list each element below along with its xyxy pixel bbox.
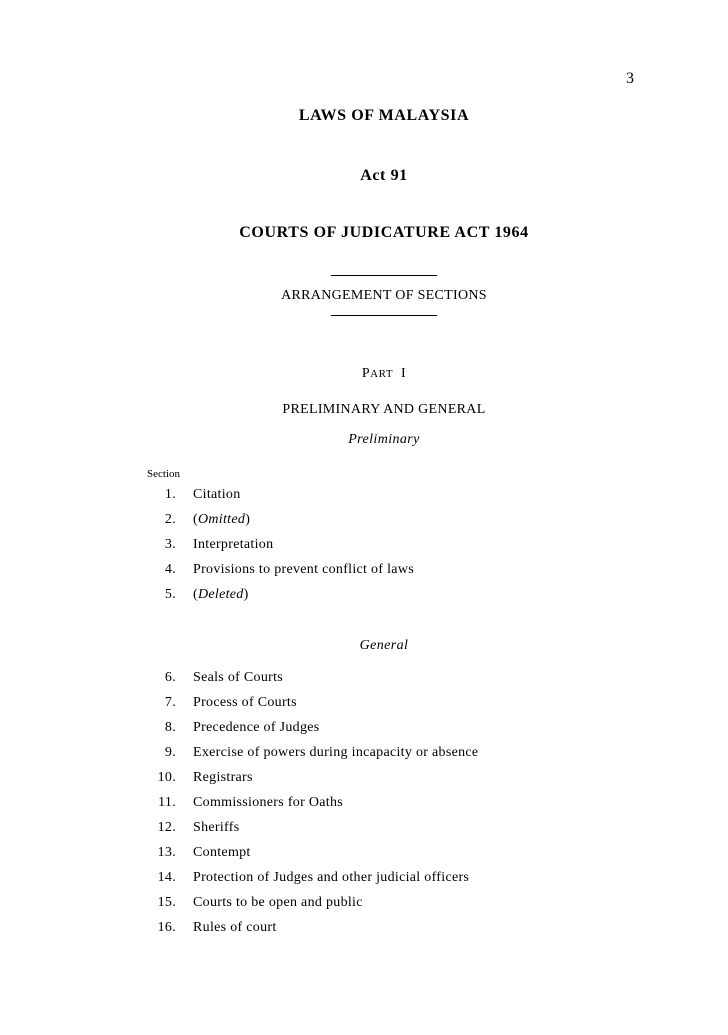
section-title: (Deleted) [193,587,249,602]
page-number: 3 [626,70,634,87]
section-number: 13. [157,845,176,860]
section-title: (Omitted) [193,512,251,527]
section-column-label: Section [147,468,180,480]
toc-entry [0,537,728,559]
part-heading [130,366,638,382]
subheading-general: General [359,638,409,653]
section-title: Provisions to prevent conflict of laws [193,562,414,577]
part-numeral: I [401,366,407,381]
toc-entry [0,720,728,742]
toc-entry [0,820,728,842]
toc-entry [0,487,728,509]
section-title: Process of Courts [193,695,297,710]
section-title-italic: Omitted [197,512,246,527]
toc-entry [0,770,728,792]
section-number: 14. [157,870,176,885]
section-number: 2. [164,512,176,527]
toc-entry [0,870,728,892]
section-title: Exercise of powers during incapacity or absence [193,745,479,760]
section-number: 3. [164,537,176,552]
divider-bottom [331,315,437,316]
section-number: 12. [157,820,176,835]
section-title-italic: Deleted [197,587,244,602]
divider-top [331,275,437,276]
section-number: 9. [164,745,176,760]
section-title: Protection of Judges and other judicial officers [193,870,470,885]
toc-entry [0,845,728,867]
part-label-rest: ART [370,368,394,380]
laws-title: LAWS OF MALAYSIA [298,107,470,124]
section-number: 7. [164,695,176,710]
act-title: COURTS OF JUDICATURE ACT 1964 [239,224,529,241]
toc-entry [0,745,728,767]
section-title: Citation [193,487,241,502]
section-title: Courts to be open and public [193,895,363,910]
toc-entry [0,920,728,942]
section-number: 15. [157,895,176,910]
toc-entry [0,587,728,609]
toc-entry [0,795,728,817]
section-number: 5. [164,587,176,602]
section-number: 11. [158,795,176,810]
section-number: 10. [157,770,176,785]
section-number: 8. [164,720,176,735]
act-number: Act 91 [360,167,408,184]
section-title: Interpretation [193,537,274,552]
section-number: 16. [157,920,176,935]
section-title: Contempt [193,845,251,860]
section-title: Sheriffs [193,820,240,835]
section-title: Precedence of Judges [193,720,320,735]
subheading-preliminary: Preliminary [348,432,420,447]
toc-entry [0,695,728,717]
toc-entry [0,670,728,692]
section-title: Rules of court [193,920,277,935]
section-title: Commissioners for Oaths [193,795,344,810]
toc-entry [0,895,728,917]
section-number: 1. [164,487,176,502]
toc-entry [0,562,728,584]
section-title: Registrars [193,770,253,785]
part-title: PRELIMINARY AND GENERAL [282,402,486,417]
part-label-initial: P [361,366,371,381]
section-title: Seals of Courts [193,670,284,685]
section-number: 6. [164,670,176,685]
toc-entry [0,512,728,534]
arrangement-heading: ARRANGEMENT OF SECTIONS [281,288,487,303]
section-number: 4. [164,562,176,577]
